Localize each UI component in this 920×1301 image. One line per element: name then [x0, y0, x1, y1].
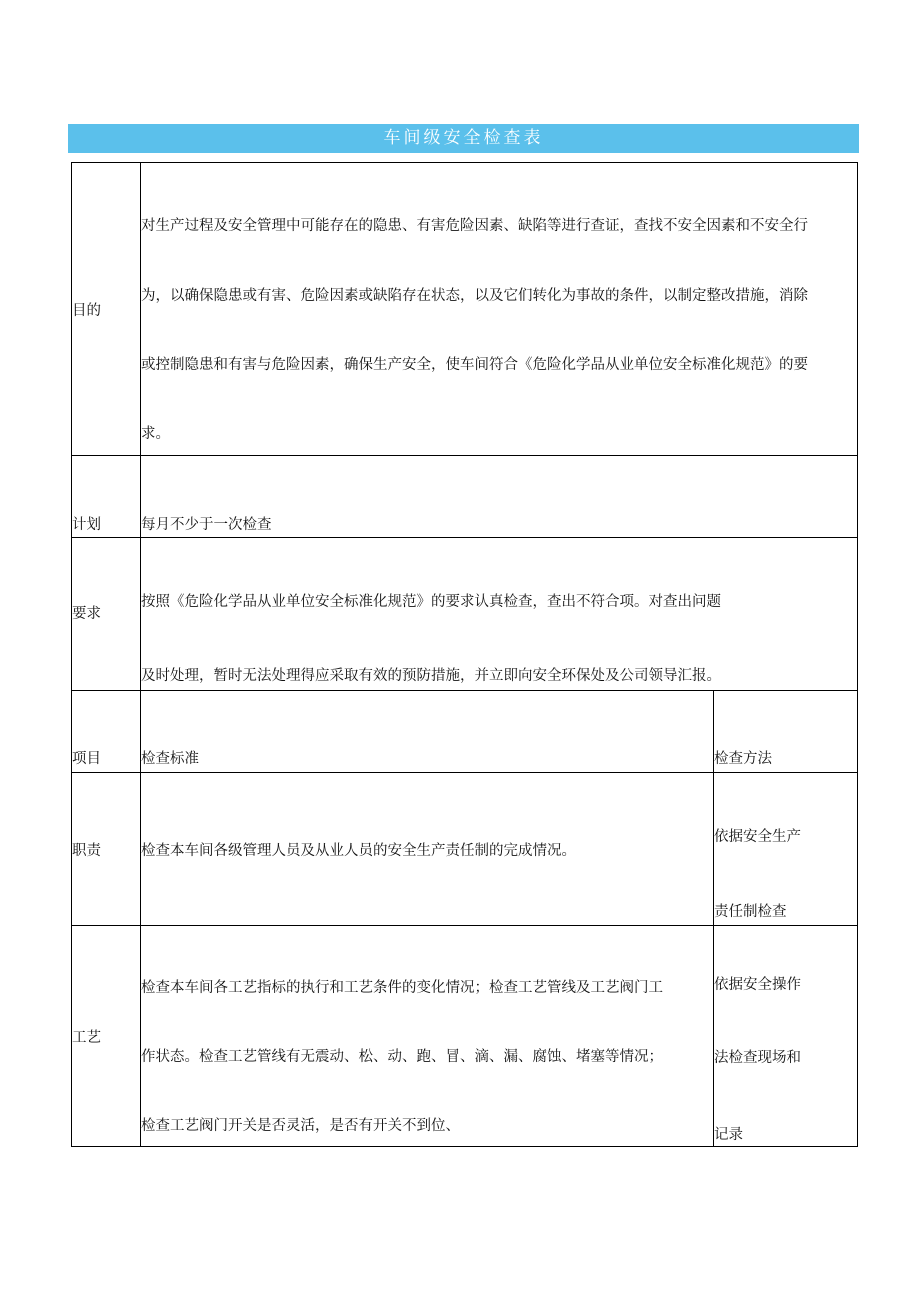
process-method-cell — [714, 926, 858, 1147]
header-standard-cell — [141, 691, 714, 773]
header-standard: 检查标准 — [141, 751, 199, 767]
purpose-content-cell — [141, 163, 858, 456]
duty-standard: 检查本车间各级管理人员及从业人员的安全生产责任制的完成情况。 — [141, 843, 576, 859]
process-label: 工艺 — [72, 1030, 101, 1046]
duty-standard-cell — [141, 773, 714, 926]
duty-method-line: 责任制检查 — [714, 904, 787, 920]
requirement-row — [72, 538, 858, 691]
process-standard-line: 检查本车间各工艺指标的执行和工艺条件的变化情况；检查工艺管线及工艺阀门工 — [141, 980, 663, 996]
purpose-line: 对生产过程及安全管理中可能存在的隐患、有害危险因素、缺陷等进行查证，查找不安全因素和不安全行 — [141, 218, 808, 234]
process-label-cell — [72, 926, 141, 1147]
requirement-content-cell — [141, 538, 858, 691]
plan-label: 计划 — [72, 517, 101, 533]
process-standard-cell — [141, 926, 714, 1147]
duty-row — [72, 773, 858, 926]
requirement-line: 及时处理，暂时无法处理得应采取有效的预防措施，并立即向安全环保处及公司领导汇报。 — [141, 668, 721, 684]
plan-label-cell — [72, 456, 141, 538]
plan-content-cell — [141, 456, 858, 538]
plan-text: 每月不少于一次检查 — [141, 517, 272, 533]
header-row — [72, 691, 858, 773]
purpose-line: 为，以确保隐患或有害、危险因素或缺陷存在状态，以及它们转化为事故的条件，以制定整改措施，消除 — [141, 288, 808, 304]
process-standard-line: 检查工艺阀门开关是否灵活，是否有开关不到位、 — [141, 1118, 460, 1134]
process-method-line: 法检查现场和 — [714, 1050, 801, 1066]
duty-label: 职责 — [72, 843, 101, 859]
process-method-line: 依据安全操作 — [714, 977, 801, 993]
plan-row — [72, 456, 858, 538]
purpose-label: 目的 — [72, 303, 101, 319]
header-item: 项目 — [72, 751, 101, 767]
purpose-line: 求。 — [141, 426, 170, 442]
header-item-cell — [72, 691, 141, 773]
purpose-line: 或控制隐患和有害与危险因素，确保生产安全，使车间符合《危险化学品从业单位安全标准化规范》的要 — [141, 357, 808, 373]
process-standard-line: 作状态。检查工艺管线有无震动、松、动、跑、冒、滴、漏、腐蚀、堵塞等情况； — [141, 1049, 663, 1065]
header-method: 检查方法 — [714, 751, 772, 767]
process-method-line: 记录 — [714, 1127, 743, 1143]
duty-method-line: 依据安全生产 — [714, 829, 801, 845]
process-row — [72, 926, 858, 1147]
header-method-cell — [714, 691, 858, 773]
duty-method-cell — [714, 773, 858, 926]
requirement-label-cell — [72, 538, 141, 691]
inspection-table — [71, 162, 858, 1147]
duty-label-cell — [72, 773, 141, 926]
purpose-row — [72, 163, 858, 456]
document-title: 车间级安全检查表 — [68, 124, 859, 153]
purpose-label-cell — [72, 163, 141, 456]
requirement-line: 按照《危险化学品从业单位安全标准化规范》的要求认真检查，查出不符合项。对查出问题 — [141, 594, 721, 610]
requirement-label: 要求 — [72, 606, 101, 622]
